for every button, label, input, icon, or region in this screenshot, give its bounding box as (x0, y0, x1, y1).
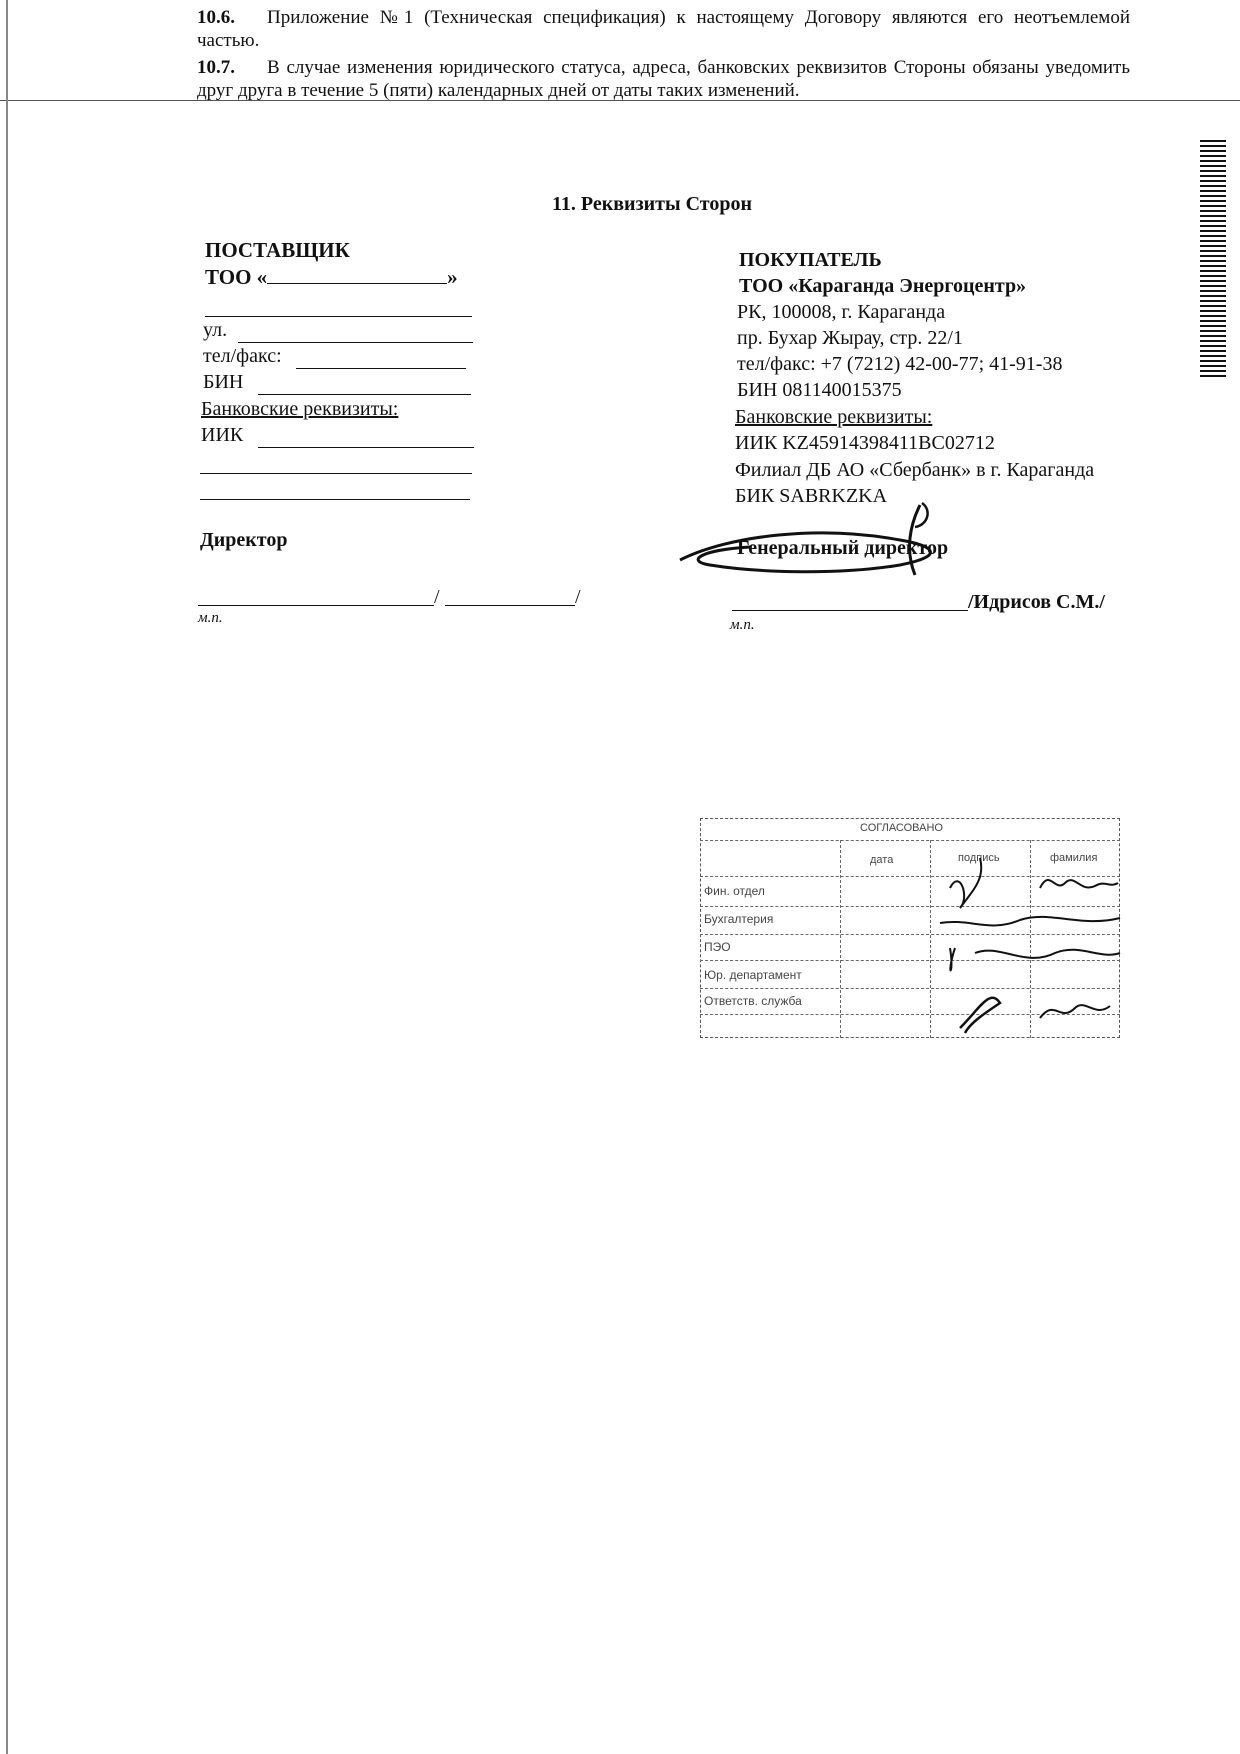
clause-text: В случае изменения юридического статуса, адреса, банковских реквизитов Стороны обязаны уведомить друг друга в течение 5 (пяти) календарных дней от даты таких изменений. (197, 57, 1130, 101)
section-title: 11. Реквизиты Сторон (552, 193, 752, 215)
stamp-row-label: ПЭО (704, 940, 731, 954)
supplier-heading: ПОСТАВЩИК (205, 238, 350, 262)
buyer-bik: БИК SABRKZKA (735, 485, 888, 507)
stamp-row-label: Фин. отдел (704, 884, 765, 898)
stamp-row-label: Юр. департамент (704, 968, 802, 982)
clause-text: Приложение №1 (Техническая спецификация) к настоящему Договору являются его неотъемлемой частью. (197, 7, 1130, 51)
signature-line (198, 605, 434, 606)
blank-line (258, 447, 474, 448)
scan-artifact (6, 0, 8, 1754)
supplier-company (205, 265, 458, 289)
stamp-row-label: Ответств. служба (704, 994, 802, 1008)
supplier-director-label: Директор (200, 529, 288, 551)
stamp-title: СОГЛАСОВАНО (860, 822, 943, 834)
blank-line (205, 316, 472, 317)
clause-number: 10.7. (197, 57, 235, 78)
supplier-bin-label: БИН (203, 371, 244, 393)
blank-line (258, 394, 471, 395)
buyer-address-1: РК, 100008, г. Караганда (737, 301, 946, 323)
blank-line (238, 342, 473, 343)
supplier-company-suffix: » (447, 265, 458, 289)
supplier-company-prefix: ТОО « (205, 265, 268, 289)
buyer-phone: тел/факс: +7 (7212) 42-00-77; 41-91-38 (737, 353, 1063, 375)
buyer-branch: Филиал ДБ АО «Сбербанк» в г. Караганда (735, 459, 1095, 481)
supplier-seal-mark: м.п. (198, 610, 223, 626)
stamp-col-date: дата (870, 854, 894, 866)
buyer-iik: ИИК KZ45914398411BC02712 (735, 432, 995, 454)
clause-number: 10.6. (197, 7, 235, 28)
clause-10-7 (197, 56, 1130, 126)
stamp-col-sign: подпись (958, 852, 1000, 864)
buyer-bank-label: Банковские реквизиты: (735, 406, 933, 428)
supplier-street-label: ул. (203, 319, 228, 341)
buyer-director-name: /Идрисов С.М./ (968, 591, 1105, 613)
buyer-company: ТОО «Караганда Энергоцентр» (739, 275, 1027, 297)
supplier-bank-label: Банковские реквизиты: (201, 398, 399, 420)
buyer-director-label: Генеральный директор (737, 537, 949, 559)
buyer-heading: ПОКУПАТЕЛЬ (739, 249, 882, 271)
clause-10-6 (197, 6, 1130, 52)
director-signature (670, 495, 980, 585)
blank-line (200, 499, 470, 500)
supplier-phone-label: тел/факс: (203, 345, 282, 367)
approval-stamp (700, 818, 1120, 1038)
buyer-address-2: пр. Бухар Жырау, стр. 22/1 (737, 327, 963, 349)
name-line (445, 605, 575, 606)
signature-slash: / (434, 586, 440, 608)
blank-line (200, 473, 472, 474)
supplier-iik-label: ИИК (201, 424, 244, 446)
scan-artifact (1200, 140, 1226, 380)
signature-line (732, 610, 968, 611)
stamp-row-label: Бухгалтерия (704, 912, 774, 926)
buyer-seal-mark: м.п. (730, 617, 755, 633)
stamp-signatures (930, 848, 1130, 1048)
signature-slash: / (575, 586, 581, 608)
stamp-col-name: фамилия (1050, 852, 1098, 864)
buyer-bin: БИН 081140015375 (737, 379, 902, 401)
blank-line (296, 368, 466, 369)
